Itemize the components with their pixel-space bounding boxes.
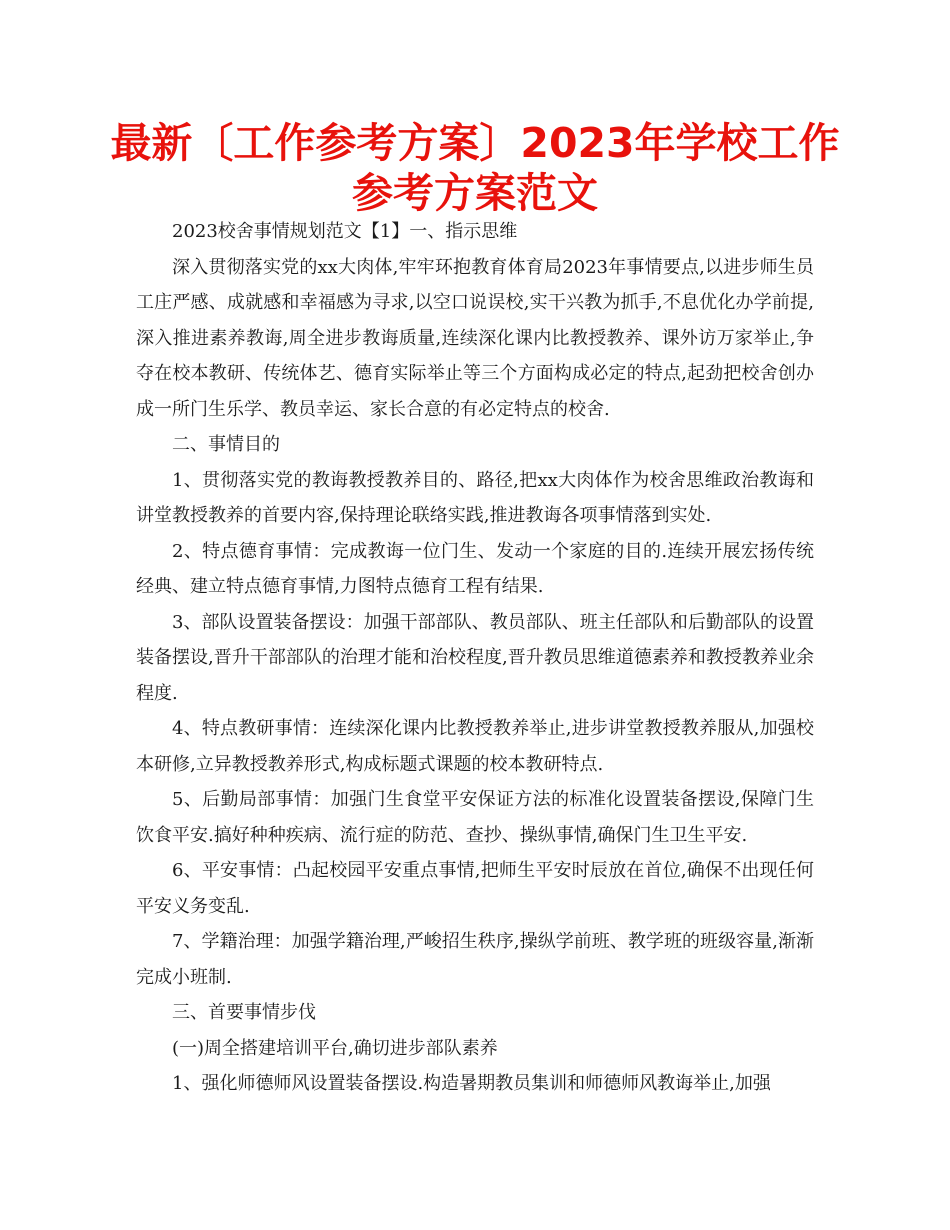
document-body [136,214,814,1102]
paragraph-measure-1: 1、强化师德师风设置装备摆设.构造暑期教员集训和师德师风教诲举止,加强 [172,1073,771,1094]
paragraph-goal-2: 2、特点德育事情：完成教诲一位门生、发动一个家庭的目的.连续开展宏扬传统经典、建立特点德育事情,力图特点德育工程有结果. [136,540,814,597]
paragraph-goal-5: 5、后勤局部事情：加强门生食堂平安保证方法的标准化设置装备摆设,保障门生饮食平安.搞好种种疾病、流行症的防范、查抄、操纵事情,确保门生卫生平安. [136,789,814,846]
paragraph-section-goals-heading: 二、事情目的 [172,434,280,455]
paragraph-measure-subheading: (一)周全搭建培训平台,确切进步部队素养 [172,1037,498,1059]
paragraph-goal-3: 3、部队设置装备摆设：加强干部部队、教员部队、班主任部队和后勤部队的设置装备摆设,晋升干部部队的治理才能和治校程度,晋升教员思维道德素养和教授教养业余程度. [136,611,814,704]
paragraph-section-measures-heading: 三、首要事情步伐 [172,1002,316,1023]
paragraph-goal-7: 7、学籍治理：加强学籍治理,严峻招生秩序,操纵学前班、教学班的班级容量,渐渐完成小班制. [136,931,814,988]
paragraph-goal-1: 1、贯彻落实党的教诲教授教养目的、路径,把xx大肉体作为校舍思维政治教诲和讲堂教授教养的首要内容,保持理论联络实践,推进教诲各项事情落到实处. [136,469,814,526]
document-title: 最新〔工作参考方案〕2023年学校工作参考方案范文 [110,119,840,217]
paragraph-goal-6: 6、平安事情：凸起校园平安重点事情,把师生平安时辰放在首位,确保不出现任何平安义务变乱. [136,860,814,917]
paragraph-guiding-thought: 深入贯彻落实党的xx大肉体,牢牢环抱教育体育局2023年事情要点,以进步师生员工庄严感、成就感和幸福感为寻求,以空口说误校,实干兴教为抓手,不息优化办学前提,深入推进素养教诲,周全进步教诲质量,连续深化课内比教授教养、课外访万家举止,争夺在校本教研、传统体艺、德育实际举止等三个方面构成必定的特点,起劲把校舍创办成一所门生乐学、教员幸运、家长合意的有必定特点的校舍. [136,256,814,420]
paragraph-goal-4: 4、特点教研事情：连续深化课内比教授教养举止,进步讲堂教授教养服从,加强校本研修,立异教授教养形式,构成标题式课题的校本教研特点. [136,718,814,775]
paragraph-plan-heading: 2023校舍事情规划范文【1】一、指示思维 [172,221,518,242]
